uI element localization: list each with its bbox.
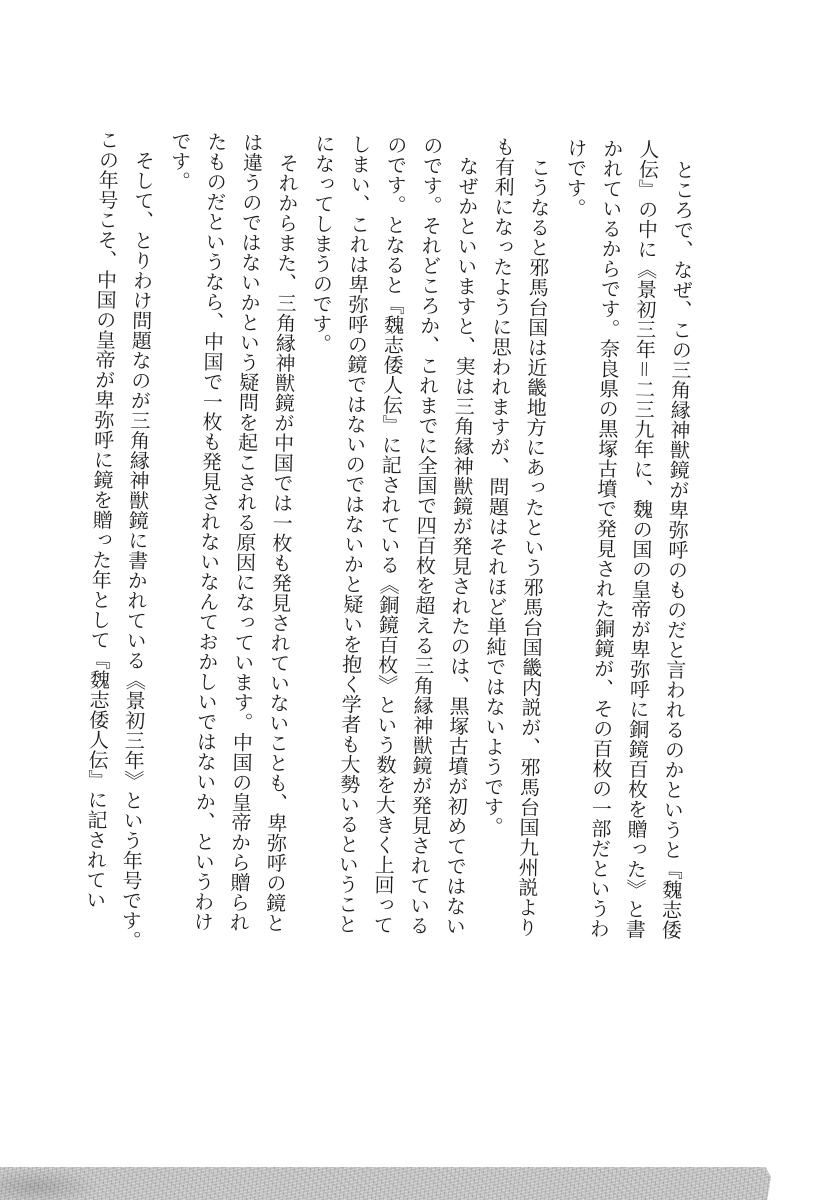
text-column: かれているからです。奈良県の黒塚古墳で発見された銅鏡が、その百枚の一部だというわ	[586, 138, 625, 939]
text-column: です。	[167, 130, 193, 192]
text-column: 人伝』の中に《景初三年＝二三九年に、魏の国の皇帝が卑弥呼に銅鏡百枚を贈った》と書	[622, 138, 661, 940]
text-column: は違うのではないかという疑問を起こされる原因になっています。中国の皇帝から贈られ	[226, 131, 265, 933]
text-column: それからまた、三角縁神獣鏡が中国では一枚も発見されていないことも、卑弥呼の鏡と	[262, 132, 301, 933]
text-column: けです。	[562, 137, 589, 218]
body-text	[76, 129, 702, 970]
text-column: ところで、なぜ、この三角縁神獣鏡が卑弥呼のものだと言われるのかというと『魏志倭	[658, 139, 697, 940]
text-column: この年号こそ、中国の皇帝が卑弥呼に鏡を贈った年として『魏志倭人伝』に記されてい	[82, 129, 121, 910]
text-column: のです。となると『魏志倭人伝』に記されている《銅鏡百枚》という数を大きく上回って	[370, 134, 409, 935]
text-column: たものだというなら、中国で一枚も発見されないなんておかしいではないか、というわけ	[190, 131, 229, 932]
text-column: しまい、これは卑弥呼の鏡ではないのではないかと疑いを抱く学者も大勢いるということ	[334, 133, 373, 935]
text-column: も有利になったように思われますが、問題はそれほど単純ではないようです。	[479, 136, 517, 837]
text-column: そして、とりわけ問題なのが三角縁神獣鏡に書かれている《景初三年》という年号です。	[117, 130, 157, 951]
text-column: なぜかといいますと、実は三角縁神獣鏡が発見されたのは、黒塚古墳が初めてではない	[442, 135, 481, 937]
text-column: になってしまうのです。	[308, 133, 337, 354]
scan-artifact-band	[0, 1167, 771, 1200]
text-column: のです。それどころか、これまでに全国で四百枚を超える三角縁神獣鏡が発見されている	[406, 135, 445, 936]
text-column: こうなると邪馬台国は近畿地方にあったという邪馬台国畿内説が、邪馬台国九州説より	[514, 136, 553, 938]
